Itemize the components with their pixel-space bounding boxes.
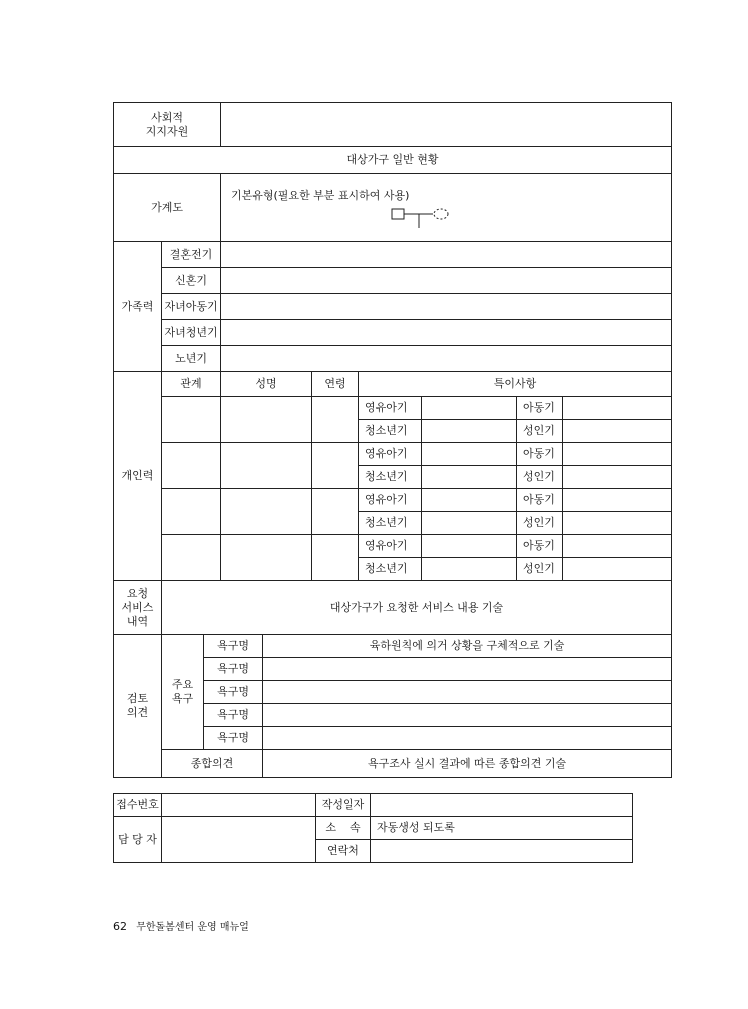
stage-field[interactable] <box>422 397 517 420</box>
relation-field[interactable] <box>162 489 221 535</box>
date-label: 작성일자 <box>316 794 371 817</box>
age-field[interactable] <box>312 489 359 535</box>
social-support-label: 사회적 지지자원 <box>114 103 221 147</box>
review-label: 검토 의견 <box>114 635 162 778</box>
name-field[interactable] <box>221 443 312 489</box>
stage-field[interactable] <box>422 558 517 581</box>
age-header: 연령 <box>312 372 359 397</box>
stage-label: 영유아기 <box>359 397 422 420</box>
relation-field[interactable] <box>162 443 221 489</box>
genogram-label: 가계도 <box>114 174 221 242</box>
genogram-note: 기본유형(필요한 부분 표시하여 사용) <box>231 188 410 202</box>
stage-label: 성인기 <box>517 512 563 535</box>
stage-field[interactable] <box>422 512 517 535</box>
relation-field[interactable] <box>162 397 221 443</box>
overall-opinion-label: 종합의견 <box>162 750 263 778</box>
family-stage-field[interactable] <box>221 320 672 346</box>
stage-label: 아동기 <box>517 489 563 512</box>
stage-field[interactable] <box>422 443 517 466</box>
staff-label: 담 당 자 <box>114 817 162 863</box>
need-field[interactable] <box>263 681 672 704</box>
need-field[interactable] <box>263 704 672 727</box>
stage-label: 청소년기 <box>359 466 422 489</box>
social-support-field[interactable] <box>221 103 672 147</box>
stage-field[interactable] <box>563 489 672 512</box>
stage-field[interactable] <box>563 443 672 466</box>
stage-label: 청소년기 <box>359 558 422 581</box>
special-notes-header: 특이사항 <box>359 372 672 397</box>
family-stage-label: 자녀아동기 <box>162 294 221 320</box>
affiliation-label: 소 속 <box>316 817 371 840</box>
need-name-label: 욕구명 <box>204 704 263 727</box>
stage-label: 성인기 <box>517 420 563 443</box>
need-field[interactable] <box>263 658 672 681</box>
page-number: 62 <box>113 920 127 933</box>
stage-label: 청소년기 <box>359 512 422 535</box>
need-field[interactable]: 육하원칙에 의거 상황을 구체적으로 기술 <box>263 635 672 658</box>
genogram-field[interactable] <box>221 174 672 242</box>
name-field[interactable] <box>221 535 312 581</box>
stage-label: 영유아기 <box>359 489 422 512</box>
stage-field[interactable] <box>563 512 672 535</box>
name-field[interactable] <box>221 489 312 535</box>
relation-field[interactable] <box>162 535 221 581</box>
stage-label: 아동기 <box>517 443 563 466</box>
date-field[interactable] <box>371 794 633 817</box>
relation-header: 관계 <box>162 372 221 397</box>
stage-field[interactable] <box>422 489 517 512</box>
name-field[interactable] <box>221 397 312 443</box>
family-stage-label: 신혼기 <box>162 268 221 294</box>
stage-field[interactable] <box>422 420 517 443</box>
assessment-form-table <box>113 102 672 778</box>
need-name-label: 욕구명 <box>204 681 263 704</box>
stage-label: 아동기 <box>517 397 563 420</box>
family-stage-field[interactable] <box>221 268 672 294</box>
family-stage-label: 노년기 <box>162 346 221 372</box>
receipt-no-field[interactable] <box>162 794 316 817</box>
receipt-table <box>113 793 633 863</box>
stage-label: 청소년기 <box>359 420 422 443</box>
age-field[interactable] <box>312 535 359 581</box>
request-label: 요청 서비스 내역 <box>114 581 162 635</box>
age-field[interactable] <box>312 443 359 489</box>
family-stage-field[interactable] <box>221 242 672 268</box>
stage-label: 영유아기 <box>359 443 422 466</box>
affiliation-field[interactable]: 자동생성 되도록 <box>371 817 633 840</box>
family-stage-field[interactable] <box>221 346 672 372</box>
family-stage-label: 결혼전기 <box>162 242 221 268</box>
contact-label: 연락처 <box>316 840 371 863</box>
section-title: 대상가구 일반 현황 <box>114 147 672 174</box>
contact-field[interactable] <box>371 840 633 863</box>
individual-history-label: 개인력 <box>114 372 162 581</box>
stage-label: 성인기 <box>517 466 563 489</box>
stage-field[interactable] <box>563 466 672 489</box>
stage-label: 아동기 <box>517 535 563 558</box>
receipt-no-label: 접수번호 <box>114 794 162 817</box>
need-name-label: 욕구명 <box>204 658 263 681</box>
stage-field[interactable] <box>422 535 517 558</box>
family-history-label: 가족력 <box>114 242 162 372</box>
request-field[interactable]: 대상가구가 요청한 서비스 내용 기술 <box>162 581 672 635</box>
stage-field[interactable] <box>563 558 672 581</box>
stage-label: 영유아기 <box>359 535 422 558</box>
book-title: 무한돌봄센터 운영 매뉴얼 <box>136 922 249 933</box>
page-footer <box>113 918 249 933</box>
staff-field[interactable] <box>162 817 316 863</box>
need-name-label: 욕구명 <box>204 727 263 750</box>
overall-opinion-field[interactable]: 욕구조사 실시 결과에 따른 종합의견 기술 <box>263 750 672 778</box>
stage-label: 성인기 <box>517 558 563 581</box>
genogram-symbol-icon <box>391 207 461 229</box>
stage-field[interactable] <box>422 466 517 489</box>
stage-field[interactable] <box>563 397 672 420</box>
stage-field[interactable] <box>563 535 672 558</box>
family-stage-field[interactable] <box>221 294 672 320</box>
stage-field[interactable] <box>563 420 672 443</box>
need-name-label: 욕구명 <box>204 635 263 658</box>
age-field[interactable] <box>312 397 359 443</box>
family-stage-label: 자녀청년기 <box>162 320 221 346</box>
name-header: 성명 <box>221 372 312 397</box>
need-field[interactable] <box>263 727 672 750</box>
main-needs-label: 주요 욕구 <box>162 635 204 750</box>
